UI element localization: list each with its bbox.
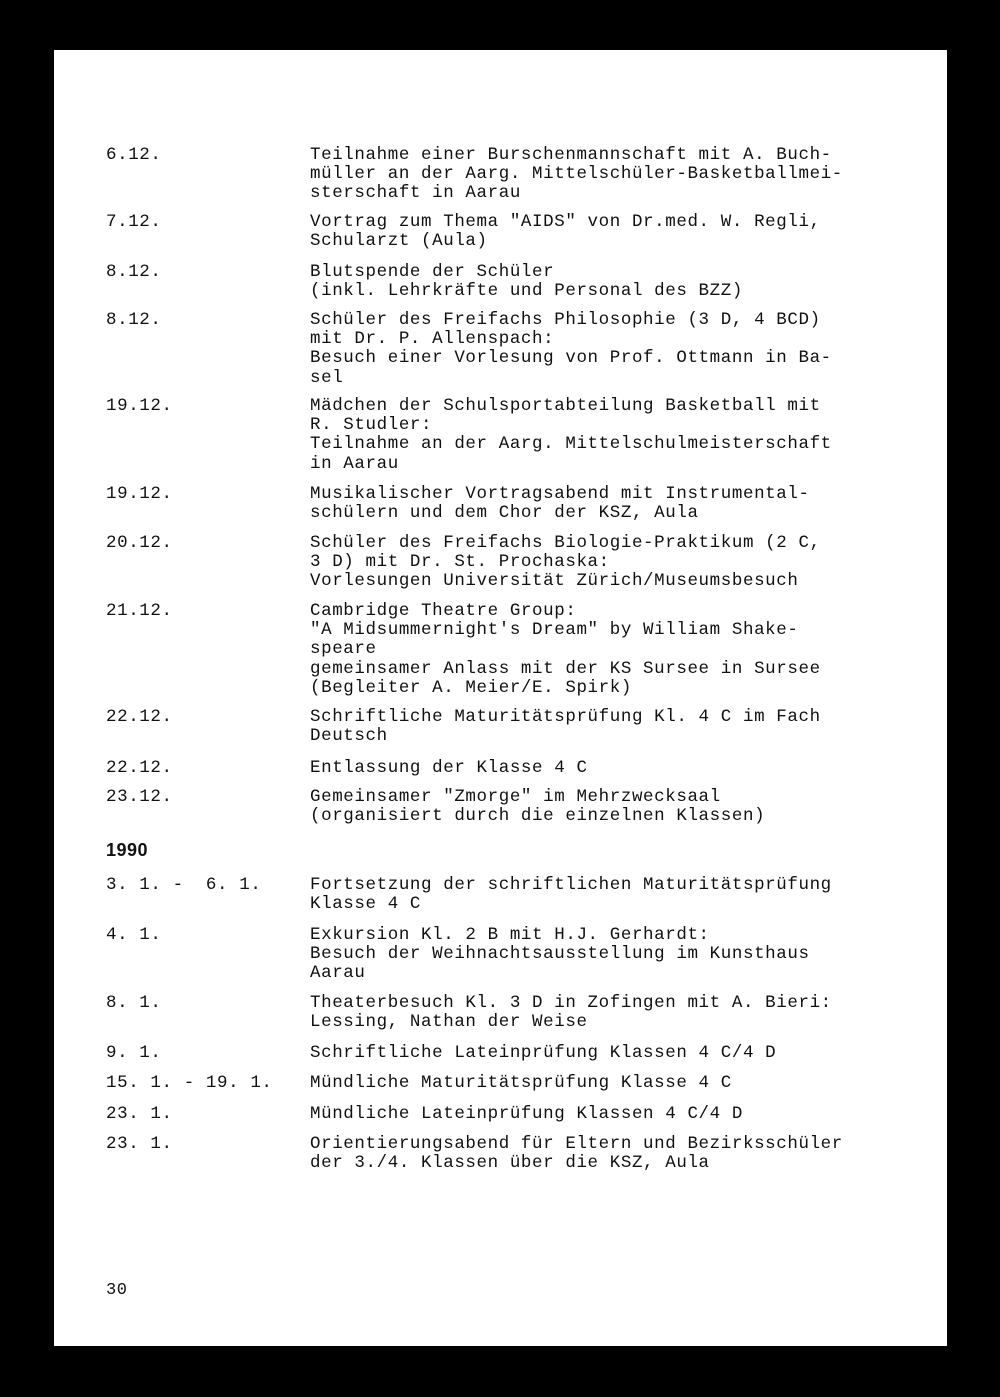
entry-date: 19.12. bbox=[106, 484, 173, 504]
entry-line: Mündliche Lateinprüfung Klassen 4 C/4 D bbox=[310, 1104, 743, 1124]
entry-date: 8.12. bbox=[106, 262, 162, 282]
page-number: 30 bbox=[106, 1281, 128, 1300]
entry-date: 6.12. bbox=[106, 145, 162, 165]
entry-date: 9. 1. bbox=[106, 1043, 162, 1063]
entry-text bbox=[310, 311, 930, 388]
entry-line: (Begleiter A. Meier/E. Spirk) bbox=[310, 677, 632, 698]
entry-line: Lessing, Nathan der Weise bbox=[310, 1012, 588, 1033]
entry-line: (organisiert durch die einzelnen Klassen) bbox=[310, 806, 766, 827]
entry-text bbox=[310, 708, 930, 746]
entry-text bbox=[310, 146, 930, 204]
entry-line: Gemeinsamer "Zmorge" im Mehrzwecksaal bbox=[310, 787, 721, 807]
entry-line: Klasse 4 C bbox=[310, 894, 422, 915]
entry-line: gemeinsamer Anlass mit der KS Sursee in Sursee bbox=[310, 658, 821, 679]
entry-date: 19.12. bbox=[106, 396, 173, 416]
entry-date: 15. 1. - 19. 1. bbox=[106, 1073, 273, 1093]
entry-line: schülern und dem Chor der KSZ, Aula bbox=[310, 503, 699, 524]
entry-line: mit Dr. P. Allenspach: bbox=[310, 329, 555, 350]
entry-text bbox=[310, 876, 930, 914]
entry-line: sterschaft in Aarau bbox=[310, 183, 521, 204]
entry-line: der 3./4. Klassen über die KSZ, Aula bbox=[310, 1153, 710, 1174]
entry-line: 3 D) mit Dr. St. Prochaska: bbox=[310, 552, 610, 573]
entry-line: Schriftliche Maturitätsprüfung Kl. 4 C im Fach bbox=[310, 707, 821, 727]
entry-date: 3. 1. - 6. 1. bbox=[106, 875, 262, 895]
document-page bbox=[54, 50, 947, 1346]
entry-date: 22.12. bbox=[106, 707, 173, 727]
entry-date: 20.12. bbox=[106, 533, 173, 553]
entry-text bbox=[310, 1044, 930, 1063]
entry-date: 8. 1. bbox=[106, 993, 162, 1013]
year-heading: 1990 bbox=[106, 840, 149, 860]
entry-date: 21.12. bbox=[106, 601, 173, 621]
entry-text bbox=[310, 788, 930, 826]
entry-text bbox=[310, 994, 930, 1032]
entry-text bbox=[310, 485, 930, 523]
entry-line: Mädchen der Schulsportabteilung Basketball mit bbox=[310, 396, 821, 416]
entry-text bbox=[310, 534, 930, 592]
entry-line: Besuch einer Vorlesung von Prof. Ottmann in Ba- bbox=[310, 348, 832, 369]
entry-line: Mündliche Maturitätsprüfung Klasse 4 C bbox=[310, 1073, 732, 1093]
entry-text bbox=[310, 759, 930, 778]
entry-line: Blutspende der Schüler bbox=[310, 262, 555, 282]
entry-line: Teilnahme an der Aarg. Mittelschulmeisterschaft bbox=[310, 434, 832, 455]
entry-line: in Aarau bbox=[310, 453, 399, 474]
entry-date: 8.12. bbox=[106, 310, 162, 330]
entry-line: Vortrag zum Thema "AIDS" von Dr.med. W. Regli, bbox=[310, 212, 821, 232]
entry-line: Schularzt (Aula) bbox=[310, 231, 488, 252]
entry-line: Schüler des Freifachs Biologie-Praktikum (2 C, bbox=[310, 533, 821, 553]
entry-date: 23.12. bbox=[106, 787, 173, 807]
entry-text bbox=[310, 1105, 930, 1124]
entry-date: 23. 1. bbox=[106, 1134, 173, 1154]
entry-text bbox=[310, 926, 930, 984]
entry-line: Aarau bbox=[310, 963, 366, 984]
entry-line: Deutsch bbox=[310, 726, 388, 747]
entry-line: Besuch der Weihnachtsausstellung im Kunsthaus bbox=[310, 944, 810, 965]
entry-line: Theaterbesuch Kl. 3 D in Zofingen mit A. Bieri: bbox=[310, 993, 832, 1013]
entry-text bbox=[310, 602, 930, 698]
entry-line: sel bbox=[310, 367, 344, 388]
entry-line: Cambridge Theatre Group: bbox=[310, 601, 577, 621]
entry-date: 22.12. bbox=[106, 758, 173, 778]
entry-line: Orientierungsabend für Eltern und Bezirksschüler bbox=[310, 1134, 843, 1154]
entry-line: speare bbox=[310, 639, 377, 660]
entry-line: Schüler des Freifachs Philosophie (3 D, 4 BCD) bbox=[310, 310, 821, 330]
entry-text bbox=[310, 263, 930, 301]
entry-line: R. Studler: bbox=[310, 415, 433, 436]
entry-line: müller an der Aarg. Mittelschüler-Basketballmei- bbox=[310, 164, 843, 185]
entry-date: 7.12. bbox=[106, 212, 162, 232]
entry-text bbox=[310, 213, 930, 251]
entry-line: Fortsetzung der schriftlichen Maturitätsprüfung bbox=[310, 875, 832, 895]
entry-line: Entlassung der Klasse 4 C bbox=[310, 758, 588, 778]
entry-text bbox=[310, 1135, 930, 1173]
entry-line: Musikalischer Vortragsabend mit Instrumental- bbox=[310, 484, 810, 504]
entry-line: "A Midsummernight's Dream" by William Shake- bbox=[310, 620, 799, 641]
entry-date: 23. 1. bbox=[106, 1104, 173, 1124]
entry-line: Exkursion Kl. 2 B mit H.J. Gerhardt: bbox=[310, 925, 710, 945]
entry-line: Schriftliche Lateinprüfung Klassen 4 C/4 D bbox=[310, 1043, 777, 1063]
entry-date: 4. 1. bbox=[106, 925, 162, 945]
entry-line: (inkl. Lehrkräfte und Personal des BZZ) bbox=[310, 281, 743, 302]
entry-text bbox=[310, 397, 930, 474]
entry-line: Teilnahme einer Burschenmannschaft mit A. Buch- bbox=[310, 145, 832, 165]
entry-line: Vorlesungen Universität Zürich/Museumsbesuch bbox=[310, 571, 799, 592]
entry-text bbox=[310, 1074, 930, 1093]
